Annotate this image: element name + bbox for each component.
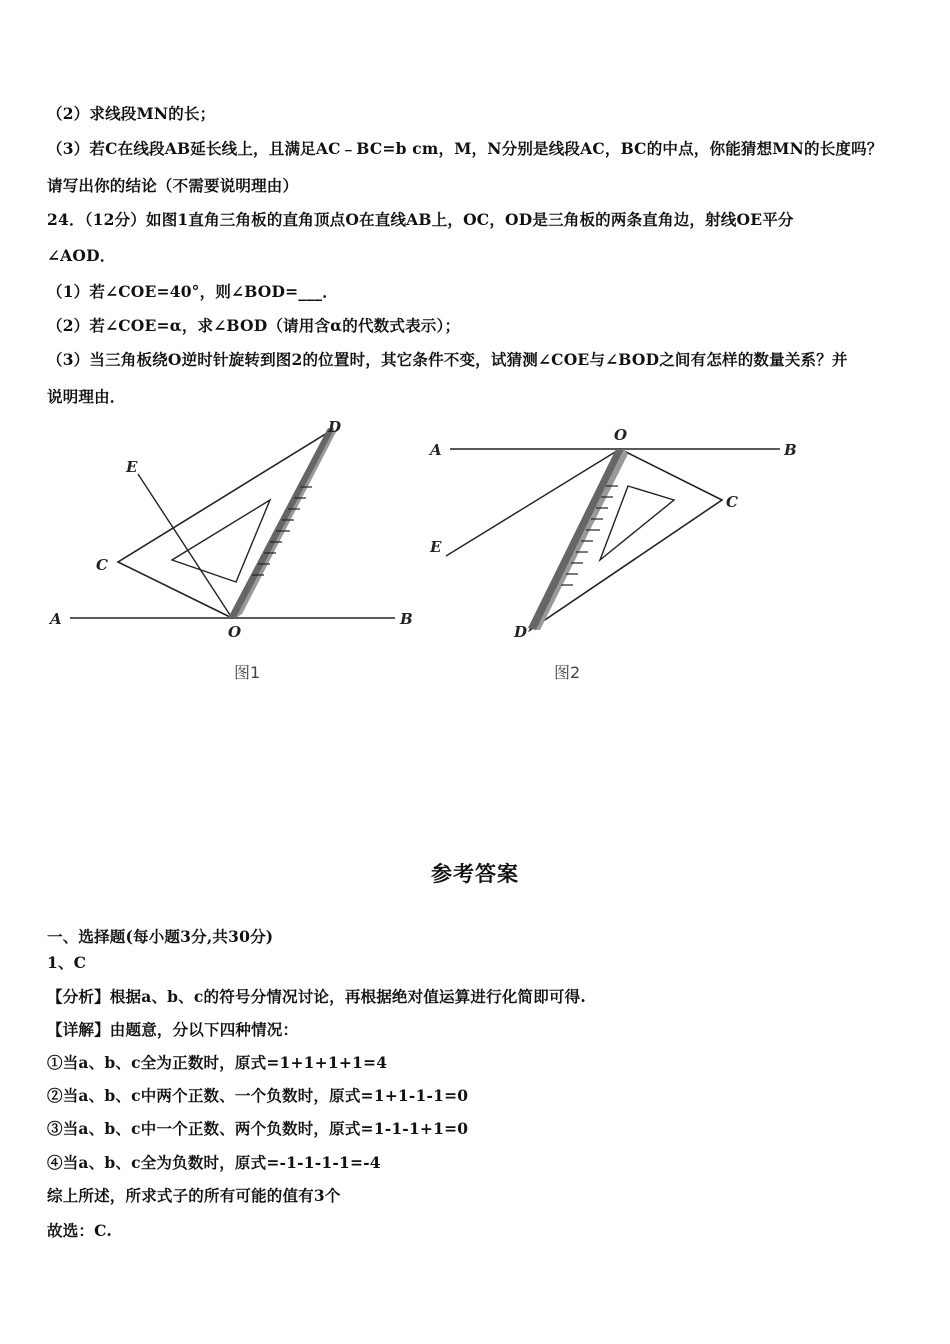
fig2-label-B: B	[784, 441, 797, 459]
question-line-2: （3）若C在线段AB延长线上，且满足AC﹣BC=b cm，M，N分别是线段AC，BC的中点，你能猜想MN的长度吗？	[47, 139, 883, 158]
fig1-label-O: O	[228, 623, 242, 641]
figure-1	[40, 410, 430, 650]
figure-2	[420, 418, 810, 648]
question-line-3: 请写出你的结论（不需要说明理由）	[47, 176, 299, 195]
answer-line-10: 故选：C.	[47, 1221, 112, 1240]
answer-line-8: ④当a、b、c全为负数时，原式=-1-1-1-1=-4	[47, 1153, 381, 1172]
question-line-1: （2）求线段MN的长；	[47, 104, 216, 123]
fig2-label-C: C	[726, 493, 738, 511]
answer-title: 参考答案	[431, 861, 519, 886]
fig1-label-E: E	[126, 458, 138, 476]
fig1-label-D: D	[328, 418, 342, 436]
answer-line-6: ②当a、b、c中两个正数、一个负数时，原式=1+1-1-1=0	[47, 1086, 469, 1105]
answer-line-9: 综上所述，所求式子的所有可能的值有3个	[47, 1186, 341, 1205]
fig1-label-B: B	[400, 610, 413, 628]
question-line-9: 说明理由．	[47, 387, 126, 406]
answer-line-1: 一、选择题(每小题3分,共30分)	[47, 927, 274, 946]
figure-1-caption: 图1	[234, 663, 261, 682]
answer-line-3: 【分析】根据a、b、c的符号分情况讨论，再根据绝对值运算进行化简即可得.	[47, 987, 586, 1006]
fig1-label-A: A	[50, 610, 62, 628]
answer-line-7: ③当a、b、c中一个正数、两个负数时，原式=1-1-1+1=0	[47, 1119, 469, 1138]
question-line-5: ∠AOD．	[47, 246, 116, 265]
question-line-8: （3）当三角板绕O逆时针旋转到图2的位置时，其它条件不变，试猜测∠COE与∠BOD之间有怎样的数量关系？并	[47, 350, 848, 369]
question-line-4: 24．（12分）如图1直角三角板的直角顶点O在直线AB上，OC，OD是三角板的两条直角边，射线OE平分	[47, 210, 794, 229]
question-line-7: （2）若∠COE=α，求∠BOD（请用含α的代数式表示）；	[47, 316, 461, 335]
answer-line-4: 【详解】由题意，分以下四种情况：	[47, 1020, 299, 1039]
figure-2-caption: 图2	[554, 663, 581, 682]
fig1-label-C: C	[96, 556, 108, 574]
fig2-label-D: D	[514, 623, 528, 641]
fig2-label-A: A	[430, 441, 442, 459]
answer-line-5: ①当a、b、c全为正数时，原式=1+1+1+1=4	[47, 1053, 388, 1072]
question-line-6: （1）若∠COE=40°，则∠BOD=___．	[47, 282, 338, 301]
fig2-label-O: O	[614, 426, 628, 444]
fig2-label-E: E	[430, 538, 442, 556]
answer-line-2: 1、C	[47, 953, 87, 972]
